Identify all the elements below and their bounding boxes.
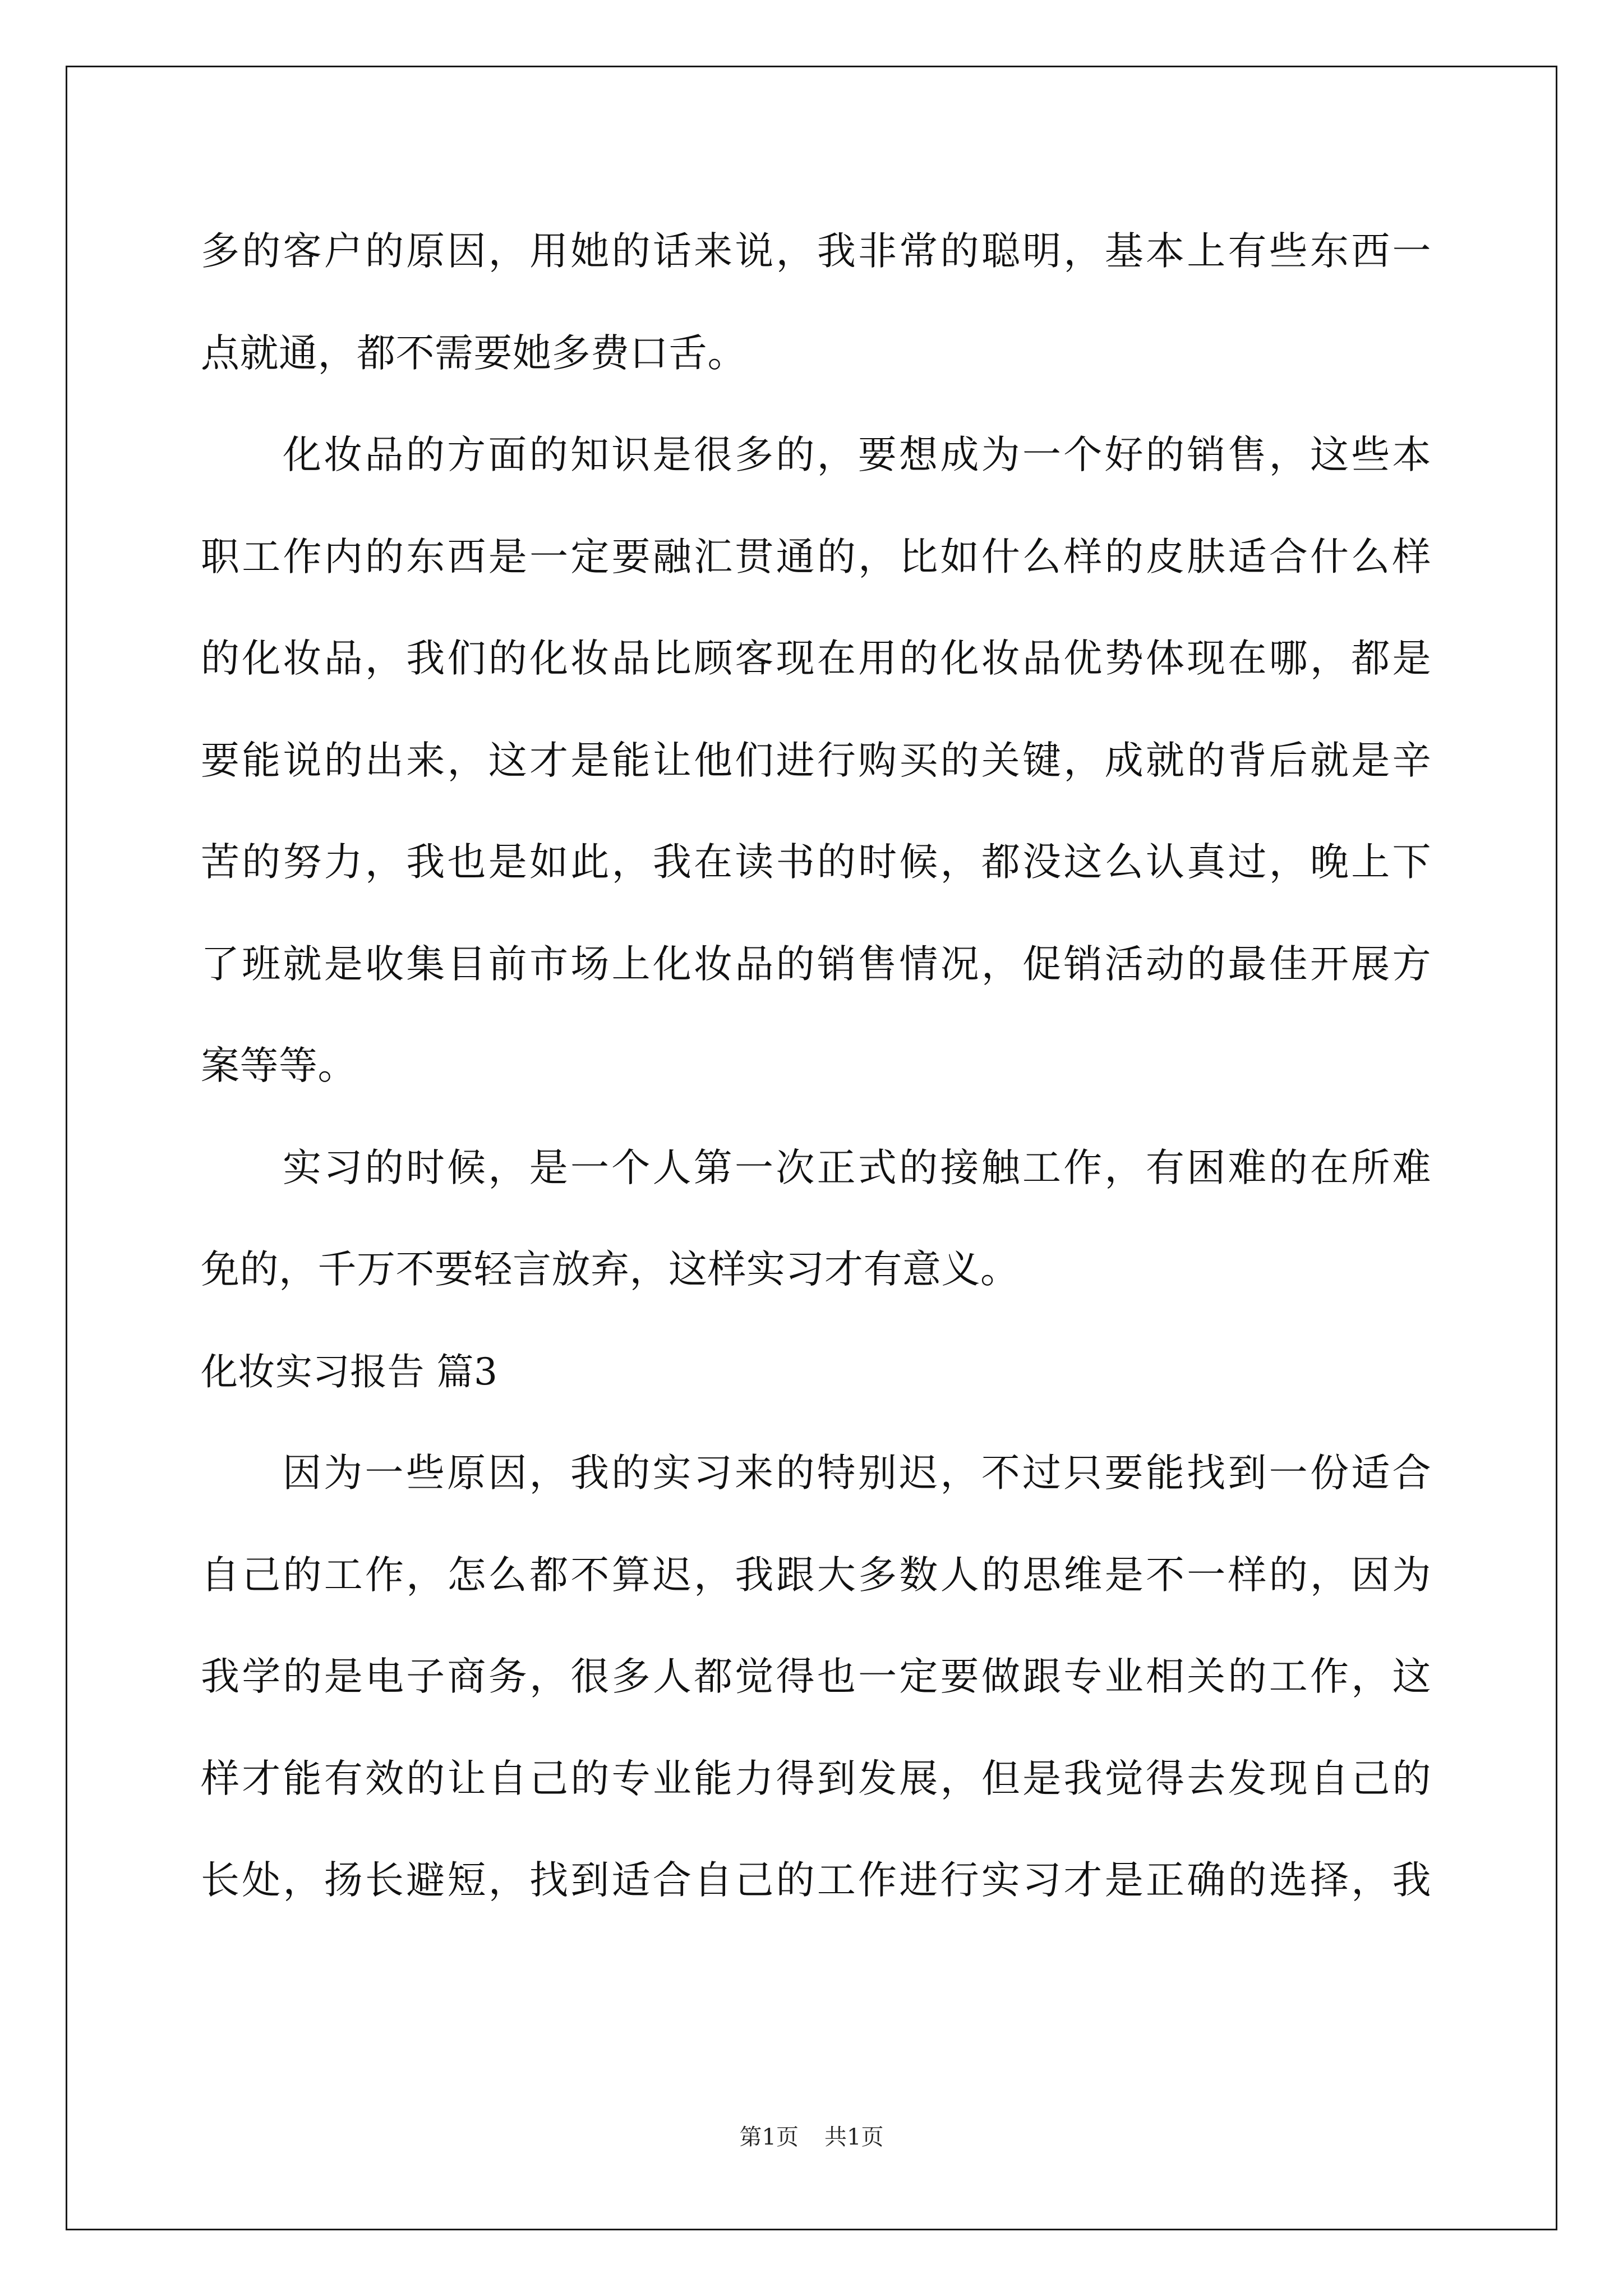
text-line: 化妆品的方面的知识是很多的，要想成为一个好的销售，这些本 [283, 432, 1431, 477]
text-line: 了班就是收集目前市场上化妆品的销售情况，促销活动的最佳开展方 [201, 941, 1431, 987]
page-number-total: 共1页 [824, 2124, 884, 2150]
text-line: 自己的工作，怎么都不算迟，我跟大多数人的思维是不一样的，因为 [201, 1552, 1431, 1598]
text-line: 因为一些原因，我的实习来的特别迟，不过只要能找到一份适合 [283, 1451, 1431, 1496]
text-line: 案等等。 [201, 1043, 357, 1088]
text-line: 点就通，都不需要她多费口舌。 [201, 330, 746, 376]
text-line: 免的，千万不要轻言放弃，这样实习才有意义。 [201, 1247, 1020, 1292]
text-line: 多的客户的原因，用她的话来说，我非常的聪明，基本上有些东西一 [201, 229, 1431, 274]
text-line: 职工作内的东西是一定要融汇贯通的，比如什么样的皮肤适合什么样 [201, 534, 1431, 579]
text-line: 的化妆品，我们的化妆品比顾客现在用的化妆品优势体现在哪，都是 [201, 636, 1431, 681]
section-heading: 化妆实习报告 篇3 [201, 1350, 498, 1393]
text-line: 苦的努力，我也是如此，我在读书的时候，都没这么认真过，晚上下 [201, 840, 1431, 885]
text-line: 要能说的出来，这才是能让他们进行购买的关键，成就的背后就是辛 [201, 738, 1431, 783]
text-line: 实习的时候，是一个人第一次正式的接触工作，有困难的在所难 [283, 1145, 1431, 1190]
text-line: 我学的是电子商务，很多人都觉得也一定要做跟专业相关的工作，这 [201, 1654, 1431, 1699]
document-body [201, 201, 1431, 1932]
text-line: 样才能有效的让自己的专业能力得到发展，但是我觉得去发现自己的 [201, 1756, 1431, 1801]
page-footer [0, 2120, 1623, 2154]
text-line: 长处，扬长避短，找到适合自己的工作进行实习才是正确的选择，我 [201, 1858, 1431, 1903]
page-number-current: 第1页 [739, 2124, 799, 2150]
